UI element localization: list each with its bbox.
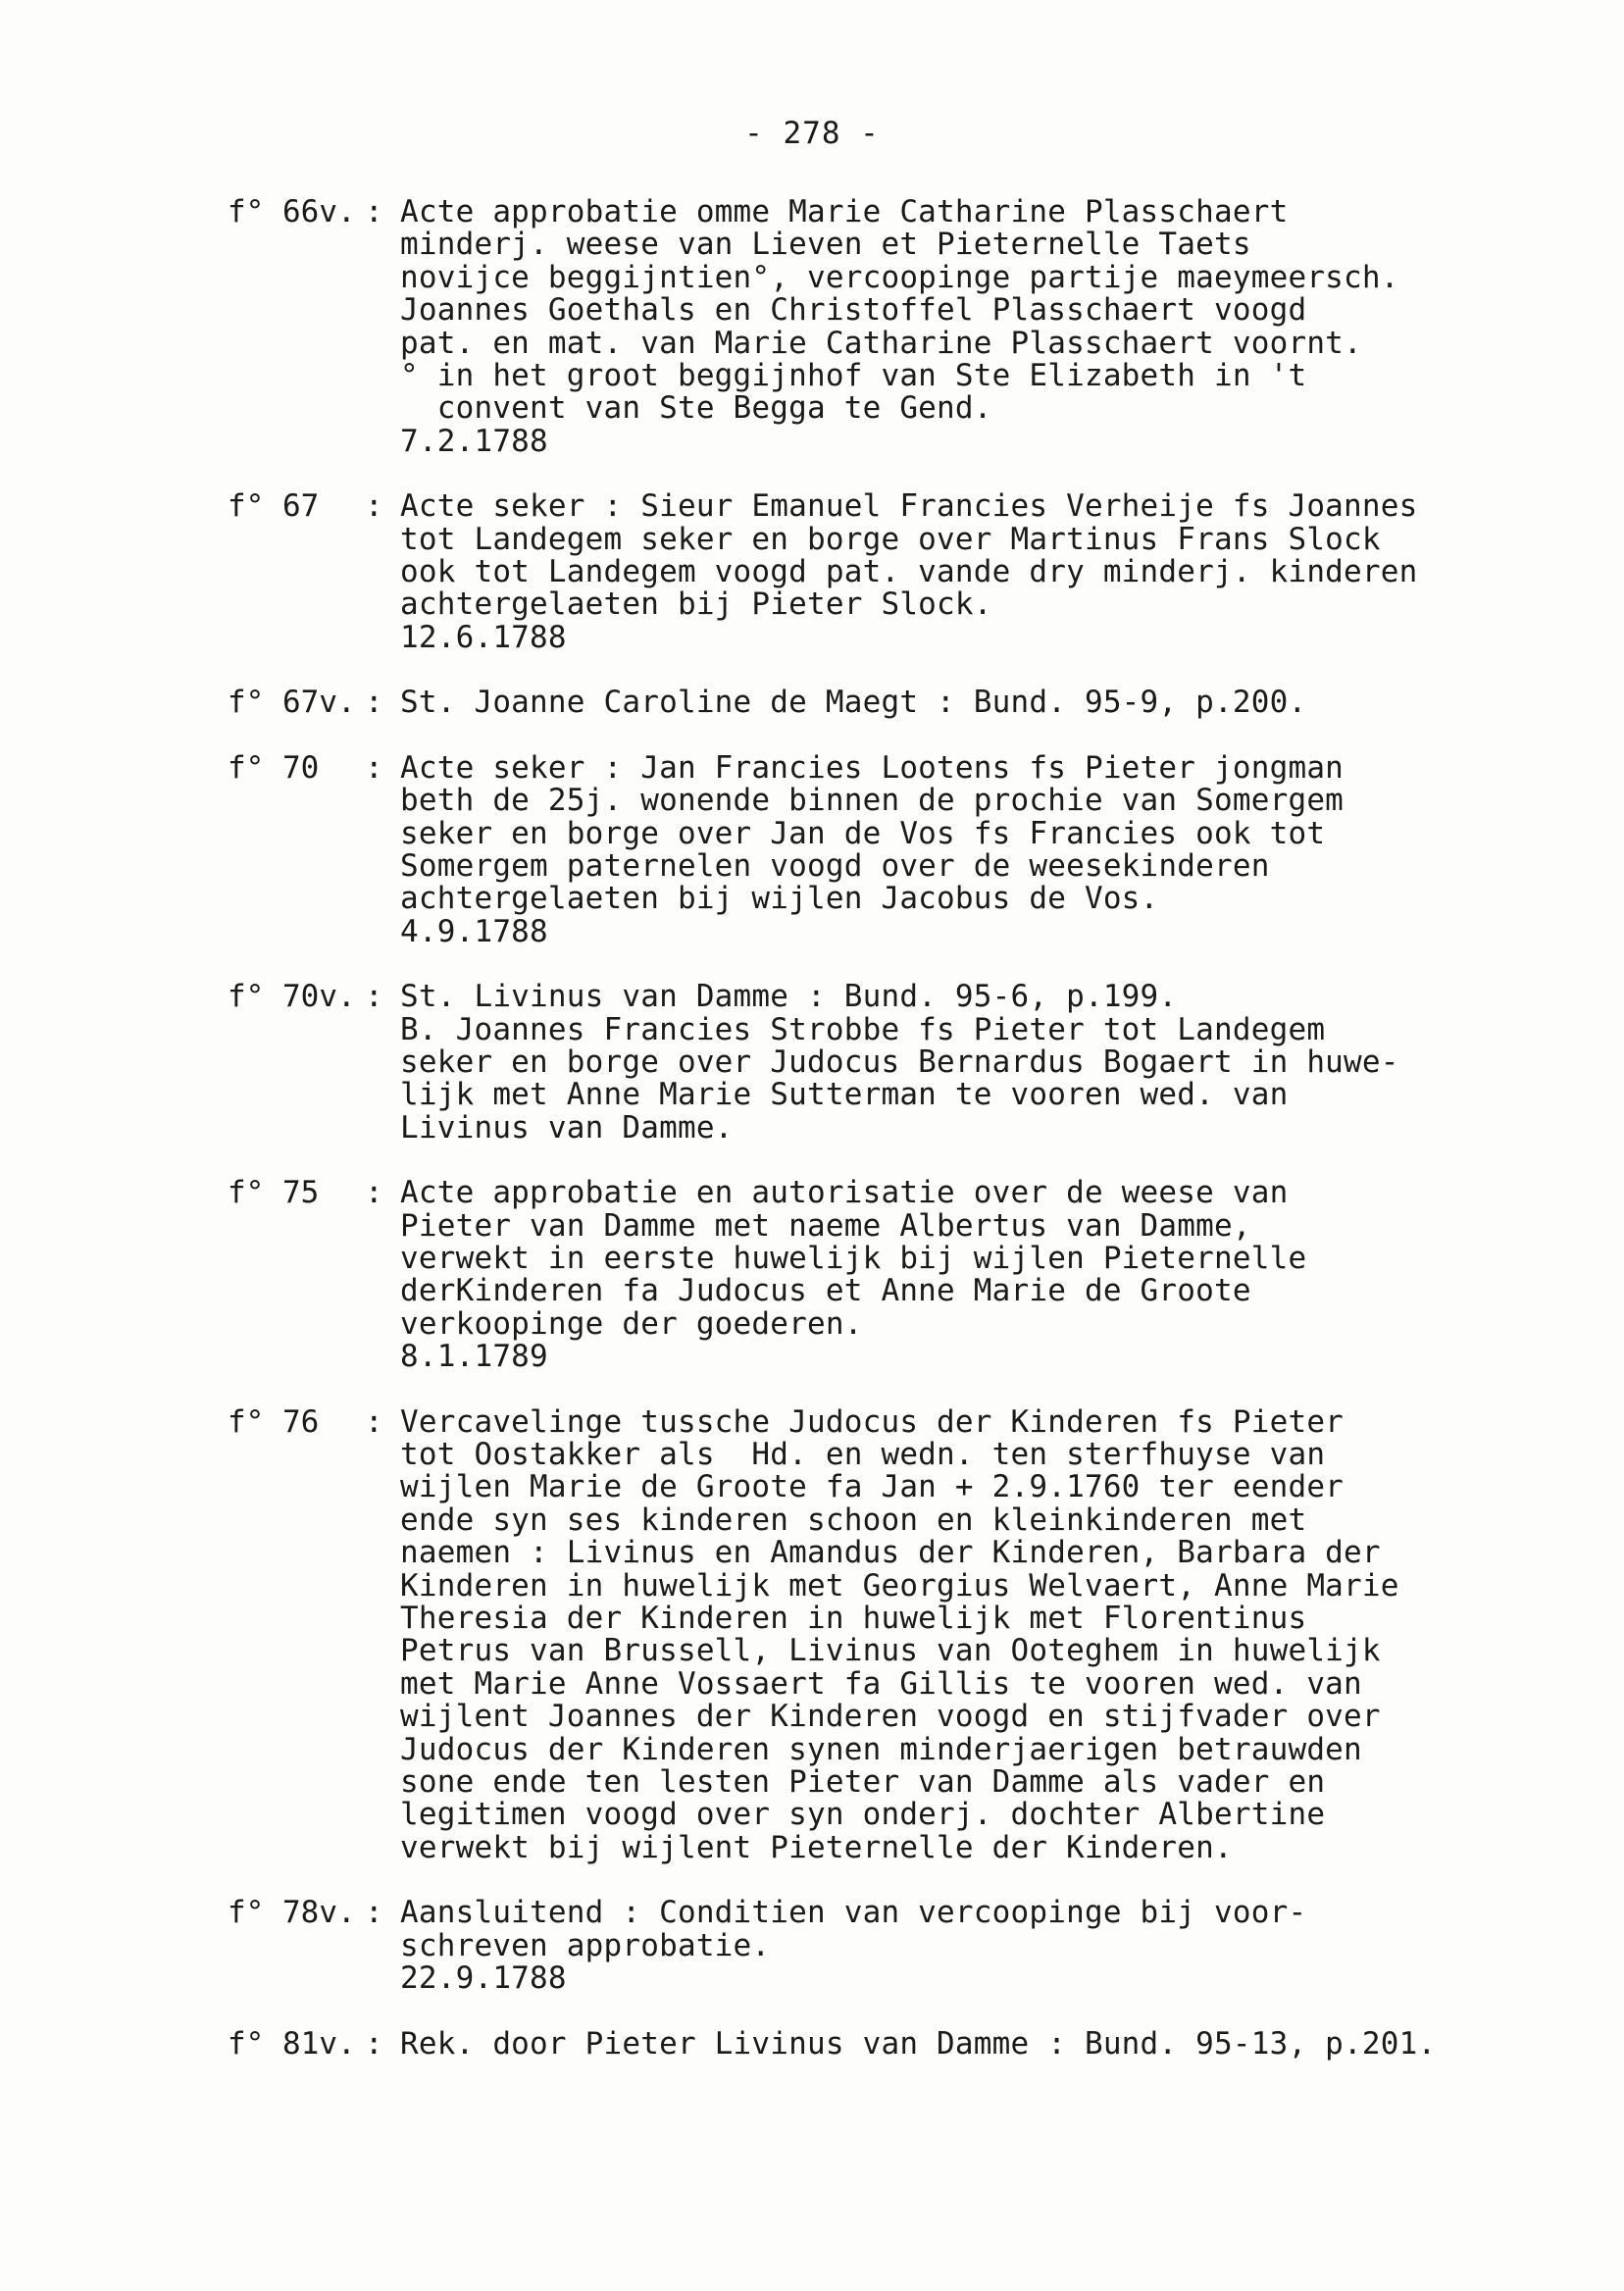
folio-separator: : (365, 2025, 383, 2062)
folio-separator: : (365, 194, 383, 229)
folio-entry-list (228, 196, 1502, 2093)
entry-text (400, 981, 1502, 1145)
entry-text (400, 490, 1502, 654)
folio-entry (228, 1177, 1502, 1373)
entry-line: Petrus van Brussell, Livinus van Ooteghem in huwelijk (400, 1633, 1381, 1669)
entry-line: Somergem paternelen voogd over de weesekinderen (400, 847, 1270, 884)
entry-text (400, 1177, 1502, 1373)
entry-line: Acte seker : Sieur Emanuel Francies Verheije fs Joannes (400, 488, 1418, 525)
folio-entry (228, 749, 1502, 949)
entry-line: minderj. weese van Lieven et Pieternelle Taets (400, 227, 1251, 263)
entry-line: novijce beggijntien°, vercoopinge partije maeymeersch. (400, 259, 1399, 295)
entry-text (400, 1403, 1502, 1865)
entry-line: Acte seker : Jan Francies Lootens fs Pieter jongman (400, 749, 1345, 786)
entry-line: St. Joanne Caroline de Maegt : Bund. 95-9, p.200. (400, 685, 1307, 721)
folio-separator: : (365, 685, 383, 721)
entry-line: wijlent Joannes der Kinderen voogd en stijfvader over (400, 1699, 1381, 1735)
folio-reference: f° 75 (228, 1175, 320, 1211)
folio-reference: f° 81v. (228, 2025, 356, 2062)
folio-entry (228, 490, 1502, 654)
entry-line: met Marie Anne Vossaert fa Gillis te vooren wed. van (400, 1665, 1362, 1702)
folio-reference: f° 70v. (228, 979, 356, 1015)
entry-line: Kinderen in huwelijk met Georgius Welvaert, Anne Marie (400, 1567, 1399, 1604)
entry-line: convent van Ste Begga te Gend. (400, 390, 992, 427)
folio-separator: : (365, 1403, 383, 1440)
entry-line: St. Livinus van Damme : Bund. 95-6, p.199. (400, 979, 1178, 1015)
entry-line: ook tot Landegem voogd pat. vande dry minderj. kinderen (400, 554, 1418, 590)
entry-line: naemen : Livinus en Amandus der Kinderen, Barbara der (400, 1535, 1381, 1571)
entry-line: seker en borge over Jan de Vos fs Francies ook tot (400, 815, 1326, 851)
folio-entry (228, 196, 1502, 458)
entry-date: 7.2.1788 (400, 423, 548, 459)
entry-date: 4.9.1788 (400, 913, 548, 949)
folio-entry (228, 687, 1502, 719)
folio-entry (228, 2025, 1502, 2062)
folio-separator: : (365, 1895, 383, 1931)
entry-date: 22.9.1788 (400, 1960, 567, 1997)
entry-text (400, 1897, 1502, 1995)
entry-line: Acte approbatie en autorisatie over de weese van (400, 1175, 1289, 1211)
entry-line: seker en borge over Judocus Bernardus Bogaert in huwe- (400, 1044, 1399, 1080)
entry-line: wijlen Marie de Groote fa Jan + 2.9.1760 ter eender (400, 1469, 1345, 1505)
folio-separator: : (365, 979, 383, 1015)
entry-line: Joannes Goethals en Christoffel Plasschaert voogd (400, 292, 1307, 329)
folio-entry (228, 1403, 1502, 1865)
entry-line: Aansluitend : Conditien van vercoopinge bij voor- (400, 1895, 1307, 1931)
entry-line: achtergelaeten bij Pieter Slock. (400, 586, 992, 623)
entry-line: verkoopinge der goederen. (400, 1305, 863, 1342)
entry-line: derKinderen fa Judocus et Anne Marie de Groote (400, 1273, 1251, 1309)
entry-line: Vercavelinge tussche Judocus der Kinderen fs Pieter (400, 1403, 1345, 1440)
folio-separator: : (365, 488, 383, 525)
entry-line: Pieter van Damme met naeme Albertus van Damme, (400, 1207, 1251, 1244)
entry-line: Judocus der Kinderen synen minderjaerigen betrauwden (400, 1731, 1362, 1767)
folio-separator: : (365, 749, 383, 786)
entry-text (400, 2025, 1502, 2062)
entry-line: Acte approbatie omme Marie Catharine Plasschaert (400, 194, 1289, 229)
folio-entry (228, 981, 1502, 1145)
entry-text (400, 196, 1502, 458)
page-number: - 278 - (744, 116, 880, 151)
folio-entry (228, 1897, 1502, 1995)
entry-line: Rek. door Pieter Livinus van Damme : Bund. 95-13, p.201. (400, 2025, 1437, 2062)
entry-line: sone ende ten lesten Pieter van Damme als vader en (400, 1764, 1326, 1801)
entry-line: achtergelaeten bij wijlen Jacobus de Vos. (400, 881, 1159, 917)
entry-text (400, 749, 1502, 949)
entry-date: 8.1.1789 (400, 1339, 548, 1375)
folio-reference: f° 66v. (228, 194, 356, 229)
entry-line: legitimen voogd over syn onderj. dochter Albertine (400, 1797, 1326, 1833)
entry-line: ° in het groot beggijnhof van Ste Elizabeth in 't (400, 358, 1307, 394)
folio-reference: f° 67 (228, 488, 320, 525)
folio-reference: f° 78v. (228, 1895, 356, 1931)
entry-line: tot Landegem seker en borge over Martinus Frans Slock (400, 521, 1381, 557)
entry-text (400, 687, 1502, 719)
entry-line: verwekt bij wijlent Pieternelle der Kinderen. (400, 1829, 1233, 1865)
entry-line: tot Oostakker als Hd. en wedn. ten sterfhuyse van (400, 1437, 1326, 1472)
entry-line: lijk met Anne Marie Sutterman te vooren wed. van (400, 1077, 1289, 1113)
entry-date: 12.6.1788 (400, 619, 567, 655)
entry-line: beth de 25j. wonende binnen de prochie van Somergem (400, 783, 1345, 819)
folio-reference: f° 70 (228, 749, 320, 786)
entry-line: ende syn ses kinderen schoon en kleinkinderen met (400, 1502, 1307, 1538)
folio-reference: f° 76 (228, 1403, 320, 1440)
entry-line: Livinus van Damme. (400, 1109, 734, 1146)
entry-line: Theresia der Kinderen in huwelijk met Florentinus (400, 1601, 1307, 1637)
entry-line: verwekt in eerste huwelijk bij wijlen Pieternelle (400, 1240, 1307, 1276)
entry-line: B. Joannes Francies Strobbe fs Pieter tot Landegem (400, 1011, 1326, 1047)
folio-reference: f° 67v. (228, 685, 356, 721)
entry-line: schreven approbatie. (400, 1927, 771, 1963)
folio-separator: : (365, 1175, 383, 1211)
entry-line: pat. en mat. van Marie Catharine Plasschaert voornt. (400, 325, 1362, 361)
